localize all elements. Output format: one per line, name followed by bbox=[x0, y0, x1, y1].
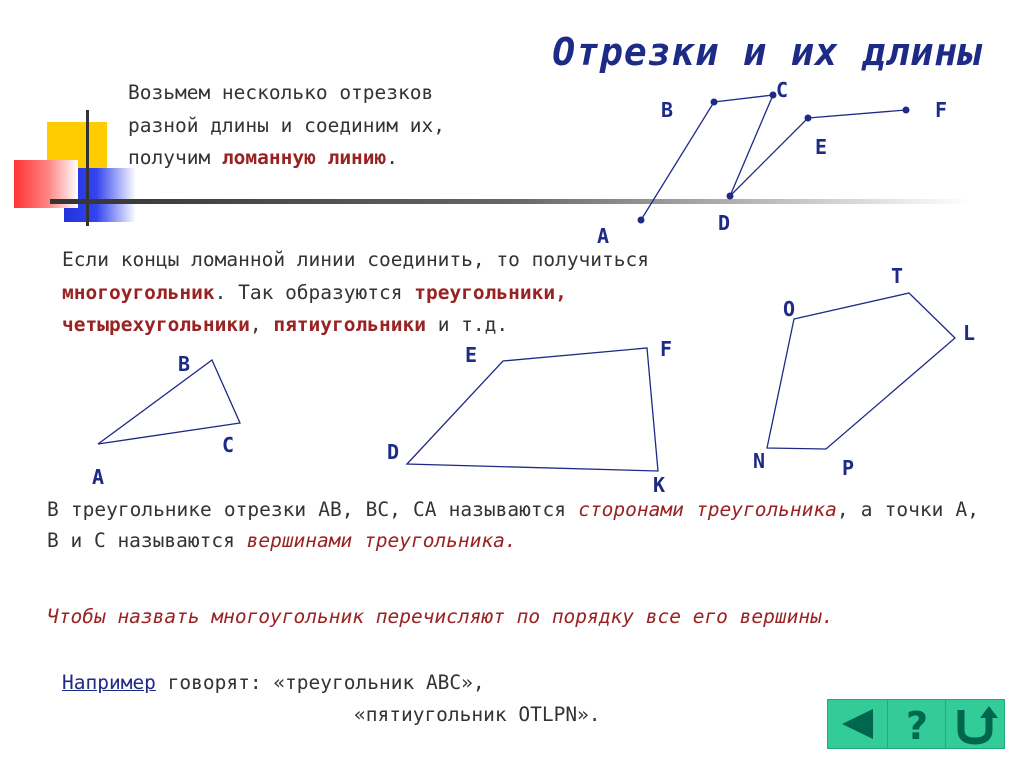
polyline-label-c: C bbox=[776, 78, 789, 102]
triangle-label-c: C bbox=[222, 433, 235, 457]
polyline-figure bbox=[641, 95, 906, 220]
definition-text: , а точки А, В и С называются bbox=[47, 498, 980, 552]
pentagon-label-n: N bbox=[753, 449, 766, 473]
term-sides: сторонами треугольника bbox=[578, 498, 837, 521]
term-quadrilaterals: четырехугольники bbox=[62, 313, 250, 336]
polygon-line: Если концы ломанной линии соединить, то получиться bbox=[62, 248, 649, 271]
nav-bar bbox=[827, 699, 1005, 749]
triangle-left-icon bbox=[828, 700, 886, 748]
polyline-points bbox=[638, 92, 910, 224]
point-a bbox=[638, 217, 645, 224]
example-link[interactable]: Например bbox=[62, 671, 156, 694]
term-triangles: треугольники, bbox=[414, 280, 567, 304]
intro-text: . bbox=[386, 146, 399, 169]
polyline-label-a: A bbox=[597, 224, 610, 248]
triangle-label-a: A bbox=[92, 465, 105, 489]
point-b bbox=[711, 99, 718, 106]
quad-label-f: F bbox=[660, 337, 673, 361]
point-e bbox=[805, 115, 812, 122]
term-polygon: многоугольник bbox=[62, 280, 215, 304]
term-polyline: ломанную линию bbox=[221, 146, 387, 169]
point-f bbox=[903, 107, 910, 114]
polygon-text: и т.д. bbox=[425, 313, 509, 336]
polygon-text: , bbox=[249, 313, 274, 336]
intro-line: разной длины и соединим их, bbox=[128, 113, 445, 137]
polyline-path bbox=[641, 95, 906, 220]
triangle-definition bbox=[47, 494, 979, 556]
naming-rule: Чтобы назвать многоугольник перечисляют по порядку все его вершины. bbox=[47, 605, 834, 628]
pentagon-label-l: L bbox=[963, 321, 976, 345]
polyline-label-d: D bbox=[718, 211, 731, 235]
quad-label-d: D bbox=[387, 440, 400, 464]
help-glyph: ? bbox=[905, 704, 929, 748]
triangle-label-b: B bbox=[178, 352, 191, 376]
return-button[interactable] bbox=[945, 700, 1004, 748]
polyline-label-b: B bbox=[661, 98, 674, 122]
example-line: «пятиугольник OTLPN». bbox=[354, 703, 601, 726]
quad-label-e: E bbox=[465, 343, 478, 367]
page-title: Отрезки и их длины bbox=[552, 30, 982, 74]
polyline-label-e: E bbox=[815, 135, 828, 159]
polygon-text: . Так образуются bbox=[214, 280, 415, 304]
help-button[interactable] bbox=[887, 700, 946, 748]
example-text: говорят: «треугольник АВС», bbox=[155, 671, 485, 694]
pentagon-shape bbox=[767, 293, 955, 449]
intro-text: получим bbox=[128, 146, 222, 169]
quadrilateral-shape bbox=[407, 348, 658, 471]
term-pentagons: пятиугольники bbox=[273, 313, 426, 336]
u-turn-icon bbox=[946, 700, 1004, 748]
question-icon bbox=[888, 700, 946, 748]
pentagon-label-o: O bbox=[783, 297, 796, 321]
triangle-shape bbox=[98, 360, 240, 444]
example-line bbox=[62, 667, 485, 700]
point-d bbox=[727, 193, 734, 200]
pentagon-label-t: T bbox=[891, 264, 904, 288]
pentagon-label-p: P bbox=[842, 456, 855, 480]
quad-label-k: K bbox=[653, 473, 666, 497]
intro-line: Возьмем несколько отрезков bbox=[128, 81, 434, 104]
definition-text: В треугольнике отрезки АВ, ВС, СА называются bbox=[47, 498, 579, 521]
back-button[interactable] bbox=[828, 700, 886, 748]
polyline-label-f: F bbox=[935, 98, 948, 122]
term-vertices: вершинами треугольника. bbox=[246, 529, 517, 552]
